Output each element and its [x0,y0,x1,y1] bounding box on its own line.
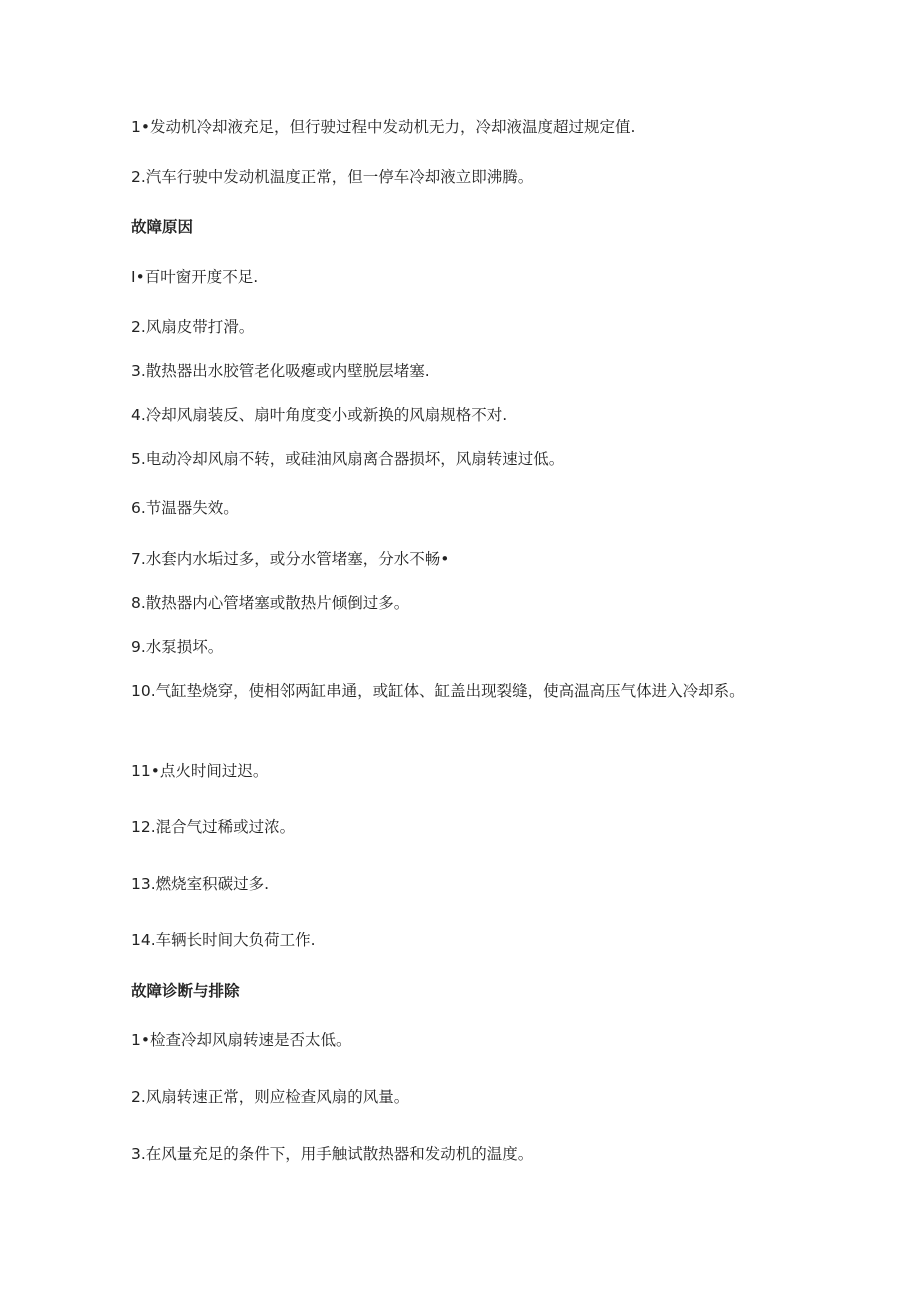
cause-item: 9.水泵损坏。 [131,638,224,656]
cause-item: 5.电动冷却风扇不转，或硅油风扇离合器损坏，风扇转速过低。 [131,450,565,468]
causes-heading: 故障原因 [131,218,194,236]
cause-item: 3.散热器出水胶管老化吸瘪或内壁脱层堵塞. [131,362,430,380]
diagnosis-item: 2.风扇转速正常，则应检查风扇的风量。 [131,1088,410,1106]
cause-item: 10.气缸垫烧穿，使相邻两缸串通，或缸体、缸盖出现裂缝，使高温高压气体进入冷却系。 [131,682,745,700]
diagnosis-item: 1•检查冷却风扇转速是否太低。 [131,1031,352,1049]
symptom-item: 2.汽车行驶中发动机温度正常，但一停车冷却液立即沸腾。 [131,168,534,186]
cause-item: 14.车辆长时间大负荷工作. [131,931,316,949]
symptom-item: 1•发动机冷却液充足，但行驶过程中发动机无力，冷却液温度超过规定值. [131,118,636,136]
diagnosis-item: 3.在风量充足的条件下，用手触试散热器和发动机的温度。 [131,1145,534,1163]
cause-item: I•百叶窗开度不足. [131,268,259,286]
cause-item: 13.燃烧室积碳过多. [131,875,270,893]
cause-item: 12.混合气过稀或过浓。 [131,818,296,836]
cause-item: 6.节温器失效。 [131,499,239,517]
cause-item: 2.风扇皮带打滑。 [131,318,255,336]
cause-item: 7.水套内水垢过多，或分水管堵塞，分水不畅• [131,550,450,568]
diagnosis-heading: 故障诊断与排除 [131,982,240,1000]
cause-item: 8.散热器内心管堵塞或散热片倾倒过多。 [131,594,410,612]
cause-item: 11•点火时间过迟。 [131,762,269,780]
cause-item: 4.冷却风扇装反、扇叶角度变小或新换的风扇规格不对. [131,406,508,424]
